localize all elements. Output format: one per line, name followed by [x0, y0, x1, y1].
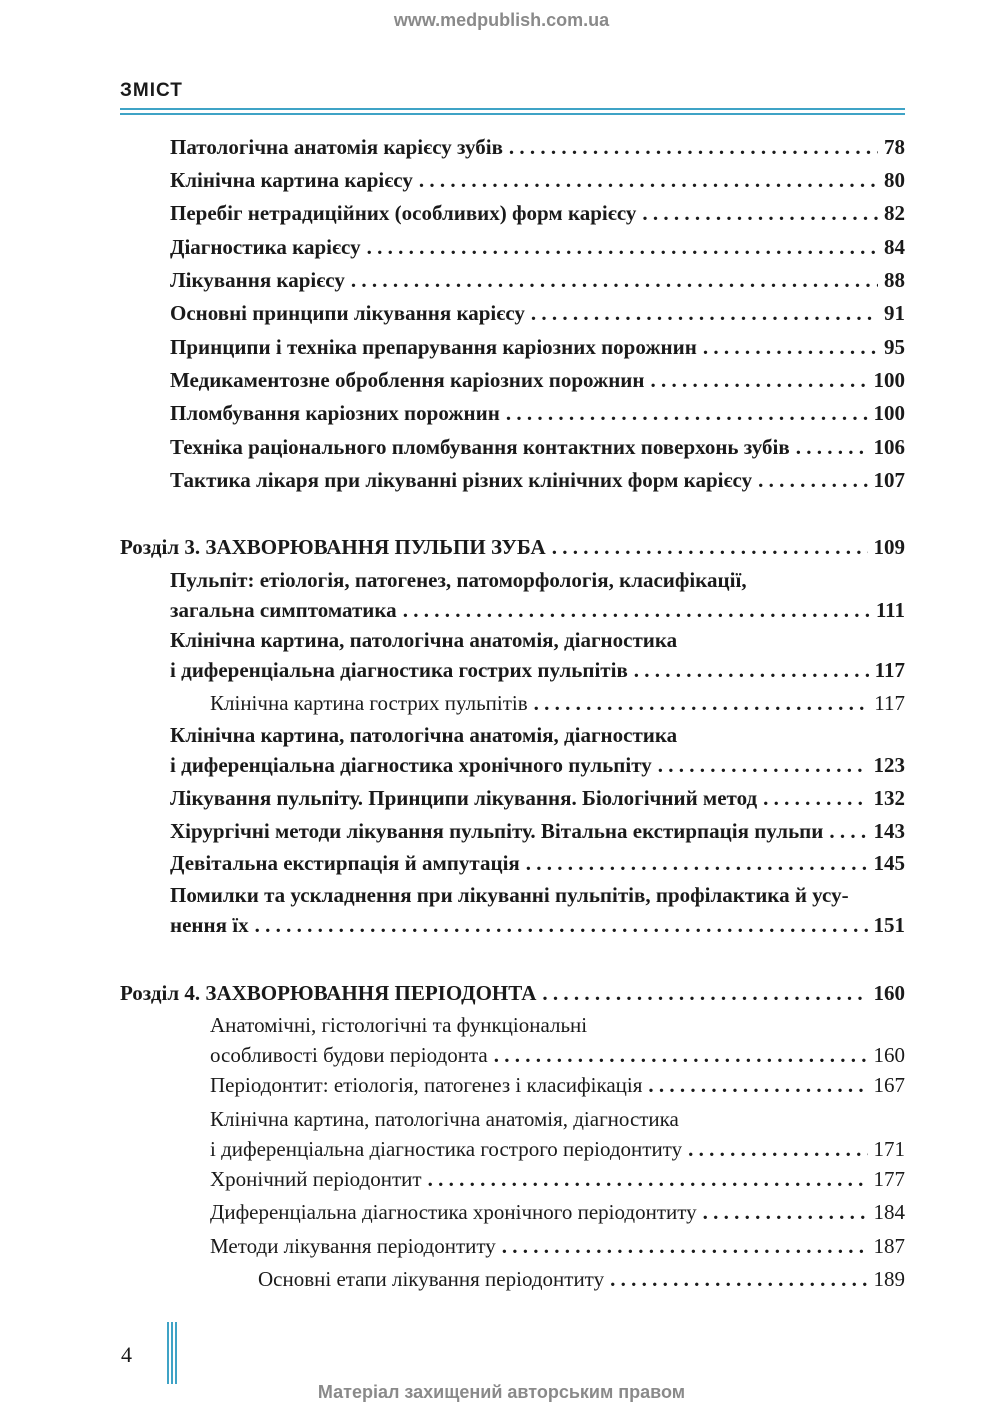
toc-page-number: 143: [873, 819, 905, 843]
toc-page-number: 91: [884, 301, 905, 325]
toc-entry-label: нення їх: [170, 913, 249, 937]
toc-entry: [170, 398, 905, 428]
toc-page-number: 171: [873, 1137, 905, 1161]
toc-chapter-entry: [120, 532, 905, 562]
toc-entry-label: Медикаментозне оброблення каріозних порожнин: [170, 368, 645, 392]
toc-chapter-entry: [120, 978, 905, 1008]
toc-entry-label: і диференціальна діагностика хронічного пульпіту: [170, 753, 652, 777]
toc-entry-label: і диференціальна діагностика гострого періодонтиту: [210, 1137, 683, 1161]
toc-entry-label: Принципи і техніка препарування каріозних порожнин: [170, 335, 697, 359]
toc-entry: [170, 848, 905, 878]
toc-entry-label: Основні принципи лікування карієсу: [170, 301, 525, 325]
toc-dot-leader: [526, 848, 868, 878]
toc-entry: [170, 816, 905, 846]
footer-accent-bars: [167, 1322, 179, 1384]
toc-dot-leader: [688, 1134, 867, 1164]
toc-entry-label: і диференціальна діагностика гострих пульпітів: [170, 658, 628, 682]
toc-entry: [170, 232, 905, 262]
toc-entry: [170, 720, 905, 780]
toc-entry-label-line1: Клінічна картина, патологічна анатомія, діагностика: [170, 628, 678, 652]
toc-dot-leader: [829, 816, 867, 846]
toc-dot-leader: [703, 1197, 868, 1227]
toc-dot-leader: [509, 132, 878, 162]
toc-entry-label-line1: Помилки та ускладнення при лікуванні пульпітів, профілактика й усу-: [170, 883, 849, 907]
toc-entry-label: Основні етапи лікування періодонтиту: [258, 1267, 605, 1291]
section-title: ЗМІСТ: [120, 80, 183, 101]
toc-entry: [210, 1010, 905, 1070]
toc-page-number: 160: [873, 981, 905, 1005]
toc-entry-label: Клінічна картина гострих пульпітів: [210, 691, 528, 715]
toc-page-number: 100: [873, 401, 905, 425]
toc-page-number: 84: [884, 235, 905, 259]
toc-entry: [170, 880, 905, 940]
toc-dot-leader: [763, 783, 867, 813]
toc-entry: [210, 1164, 905, 1194]
page-number: 4: [121, 1342, 132, 1367]
toc-entry: [210, 1231, 905, 1261]
toc-dot-leader: [534, 688, 869, 718]
toc-page-number: 106: [873, 435, 905, 459]
toc-entry: [170, 165, 905, 195]
toc-entry-label: Клінічна картина карієсу: [170, 168, 413, 192]
toc-entry: [210, 1197, 905, 1227]
toc-page-number: 123: [873, 753, 905, 777]
toc-dot-leader: [610, 1264, 867, 1294]
toc-entry-label: Девітальна екстирпація й ампутація: [170, 851, 520, 875]
toc-dot-leader: [531, 298, 878, 328]
toc-page-number: 151: [873, 913, 905, 937]
toc-entry-label: Лікування пульпіту. Принципи лікування. Біологічний метод: [170, 786, 758, 810]
toc-page-number: 95: [884, 335, 905, 359]
toc-entry-label: Періодонтит: етіологія, патогенез і класифікація: [210, 1073, 643, 1097]
toc-page-number: 167: [873, 1073, 905, 1097]
toc-entry-label: Хірургічні методи лікування пульпіту. Вітальна екстирпація пульпи: [170, 819, 824, 843]
toc-page-number: 100: [873, 368, 905, 392]
toc-entry-label-line1: Клінічна картина, патологічна анатомія, діагностика: [170, 723, 678, 747]
toc-dot-leader: [502, 1231, 868, 1261]
toc-page-number: 160: [873, 1043, 905, 1067]
toc-page-number: 82: [884, 201, 905, 225]
toc-dot-leader: [703, 332, 878, 362]
toc-page-number: 187: [873, 1234, 905, 1258]
toc-entry-label-line1: Анатомічні, гістологічні та функціональні: [210, 1013, 588, 1037]
toc-entry: [170, 432, 905, 462]
toc-page-number: 78: [884, 135, 905, 159]
toc-entry-label: Хронічний періодонтит: [210, 1167, 422, 1191]
toc-page-number: 117: [874, 691, 905, 715]
toc-entry: [170, 198, 905, 228]
toc-entry-label: Розділ 4. ЗАХВОРЮВАННЯ ПЕРІОДОНТА: [120, 981, 537, 1005]
toc-entry-label: Діагностика карієсу: [170, 235, 361, 259]
toc-page-number: 88: [884, 268, 905, 292]
toc-dot-leader: [506, 398, 868, 428]
toc-page-number: 184: [873, 1200, 905, 1224]
toc-page-number: 177: [873, 1167, 905, 1191]
toc-entry: [170, 332, 905, 362]
toc-entry: [210, 1070, 905, 1100]
toc-entry-label-line1: Клінічна картина, патологічна анатомія, діагностика: [210, 1107, 679, 1131]
toc-dot-leader: [494, 1040, 868, 1070]
toc-entry-label: Диференціальна діагностика хронічного періодонтиту: [210, 1200, 697, 1224]
toc-entry: [170, 298, 905, 328]
toc-entry: [170, 265, 905, 295]
toc-entry-label: особливості будови періодонта: [210, 1043, 488, 1067]
toc-dot-leader: [419, 165, 878, 195]
toc-page-number: 107: [873, 468, 905, 492]
toc-entry: [170, 465, 905, 495]
toc-entry: [258, 1264, 905, 1294]
toc-dot-leader: [428, 1164, 868, 1194]
toc-entry-label: Тактика лікаря при лікуванні різних клінічних форм карієсу: [170, 468, 753, 492]
toc-dot-leader: [351, 265, 878, 295]
toc-dot-leader: [255, 910, 868, 940]
toc-entry-label: Розділ 3. ЗАХВОРЮВАННЯ ПУЛЬПИ ЗУБА: [120, 535, 546, 559]
toc-dot-leader: [648, 1070, 867, 1100]
toc-page-number: 111: [875, 598, 905, 622]
toc-entry-label-line1: Пульпіт: етіологія, патогенез, патоморфологія, класифікації,: [170, 568, 747, 592]
toc-dot-leader: [634, 655, 869, 685]
toc-entry-label: Техніка раціонального пломбування контактних поверхонь зубів: [170, 435, 790, 459]
toc-entry: [210, 688, 905, 718]
toc-entry: [170, 625, 905, 685]
toc-page-number: 80: [884, 168, 905, 192]
toc-dot-leader: [758, 465, 867, 495]
toc-dot-leader: [642, 198, 878, 228]
toc-dot-leader: [796, 432, 868, 462]
toc-page-number: 132: [873, 786, 905, 810]
header-rule-top: [120, 108, 905, 110]
header-rule-bottom: [120, 113, 905, 115]
toc-entry-label: Перебіг нетрадиційних (особливих) форм карієсу: [170, 201, 637, 225]
toc-page-number: 189: [873, 1267, 905, 1291]
toc-dot-leader: [552, 532, 868, 562]
toc-entry-label: Лікування карієсу: [170, 268, 345, 292]
toc-page-number: 109: [873, 535, 905, 559]
toc-entry-label: загальна симптоматика: [170, 598, 397, 622]
toc-page-number: 117: [874, 658, 905, 682]
toc-entry: [170, 783, 905, 813]
copyright-notice: Матеріал захищений авторським правом: [317, 1382, 686, 1402]
toc-entry-label: Патологічна анатомія карієсу зубів: [170, 135, 503, 159]
toc-page-number: 145: [873, 851, 905, 875]
toc-dot-leader: [658, 750, 868, 780]
toc-dot-leader: [651, 365, 868, 395]
toc-entry: [170, 132, 905, 162]
toc-entry: [210, 1104, 905, 1164]
toc-entry: [170, 565, 905, 625]
site-url: www.medpublish.com.ua: [393, 10, 610, 30]
toc-dot-leader: [542, 978, 867, 1008]
toc-dot-leader: [367, 232, 878, 262]
toc-dot-leader: [403, 595, 870, 625]
toc-entry: [170, 365, 905, 395]
toc-entry-label: Методи лікування періодонтиту: [210, 1234, 496, 1258]
toc-entry-label: Пломбування каріозних порожнин: [170, 401, 500, 425]
